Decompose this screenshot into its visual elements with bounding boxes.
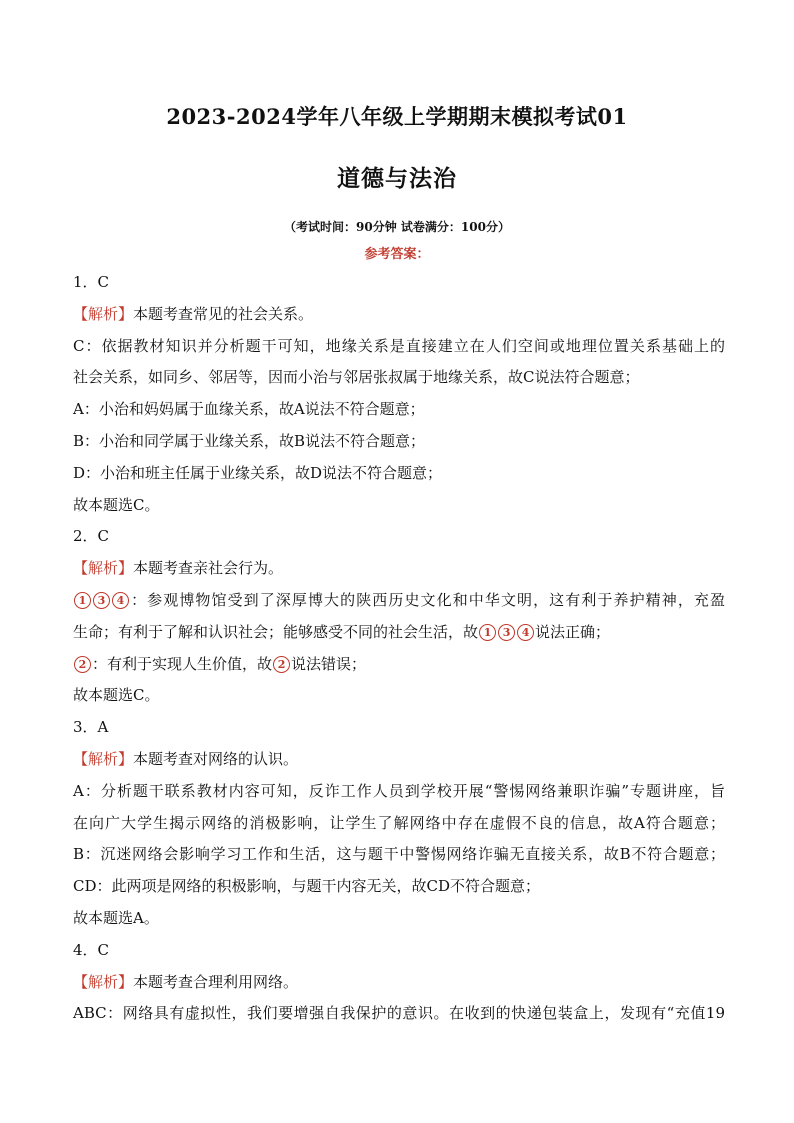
q1-analysis [73,299,725,331]
q3-conclusion: 故本题选A。 [73,908,159,927]
q3-analysis [73,744,725,776]
q1-line-1: C：依据教材知识并分析题干可知，地缘关系是直接建立在人们空间或地理位置关系基础上的 [73,336,725,355]
q2-line-2-text: 生命；有利于了解和认识社会；能够感受不同的社会生活，故 [73,622,479,641]
q1-line-4: B：小治和同学属于业缘关系，故B说法不符合题意； [73,431,426,450]
q2-line-2-end: 说法正确； [535,622,611,641]
q4-number: 4．C [73,940,110,959]
analysis-label: 【解析】 [73,304,134,323]
circled-number-2: 2 [273,656,290,673]
q4-analysis [73,967,725,999]
q3-line-4: CD：此两项是网络的积极影响，与题干内容无关，故CD不符合题意； [73,877,541,896]
q3-number: 3．A [73,718,109,737]
q2-line-3-end: 说法错误； [291,654,367,673]
q2-line-1 [73,585,725,617]
exam-info: （考试时间：90分钟 试卷满分：100分） [284,220,510,234]
q2-line-3-text: ：有利于实现人生价值，故 [92,654,273,673]
q3-line-3: B：沉迷网络会影响学习工作和生活，这与题干中警惕网络诈骗无直接关系，故B不符合题意； [73,845,725,864]
exam-title: 2023-2024学年八年级上学期期末模拟考试01 [166,104,628,129]
circled-number-3: 3 [498,624,515,641]
q1-line-3: A：小治和妈妈属于血缘关系，故A说法不符合题意； [73,400,425,419]
answer-content [73,267,725,1030]
circled-number-1: 1 [479,624,496,641]
analysis-text: 本题考查对网络的认识。 [133,749,299,768]
circled-number-4: 4 [517,624,534,641]
q3-line-1: A：分析题干联系教材内容可知，反诈工作人员到学校开展“警惕网络兼职诈骗”专题讲座，旨 [73,781,725,800]
q2-number: 2．C [73,527,110,546]
q1-conclusion: 故本题选C。 [73,495,160,514]
subject-title: 道德与法治 [337,165,457,192]
circled-number-2: 2 [74,656,91,673]
circled-number-4: 4 [112,592,129,609]
q2-line-1-text: ：参观博物馆受到了深厚博大的陕西历史文化和中华文明，这有利于养护精神，充盈 [130,590,725,609]
analysis-text: 本题考查亲社会行为。 [133,559,284,578]
analysis-label: 【解析】 [73,972,134,991]
answers-heading: 参考答案： [364,247,430,262]
q2-line-3 [73,649,725,681]
circled-number-3: 3 [93,592,110,609]
q3-line-2: 在向广大学生揭示网络的消极影响，让学生了解网络中存在虚假不良的信息，故A符合题意； [73,813,725,832]
q1-line-5: D：小治和班主任属于业缘关系，故D说法不符合题意； [73,463,443,482]
q2-line-2 [73,617,725,649]
q4-line-1: ABC：网络具有虚拟性，我们要增强自我保护的意识。在收到的快递包装盒上，发现有“充值19 [73,1004,725,1023]
circled-number-1: 1 [74,592,91,609]
analysis-label: 【解析】 [73,749,134,768]
analysis-text: 本题考查常见的社会关系。 [133,304,314,323]
q2-conclusion: 故本题选C。 [73,686,160,705]
q1-line-2: 社会关系，如同乡、邻居等，因而小治与邻居张叔属于地缘关系，故C说法符合题意； [73,368,640,387]
analysis-label: 【解析】 [73,559,134,578]
analysis-text: 本题考查合理利用网络。 [133,972,299,991]
q1-number: 1．C [73,273,110,291]
q2-analysis [73,553,725,585]
